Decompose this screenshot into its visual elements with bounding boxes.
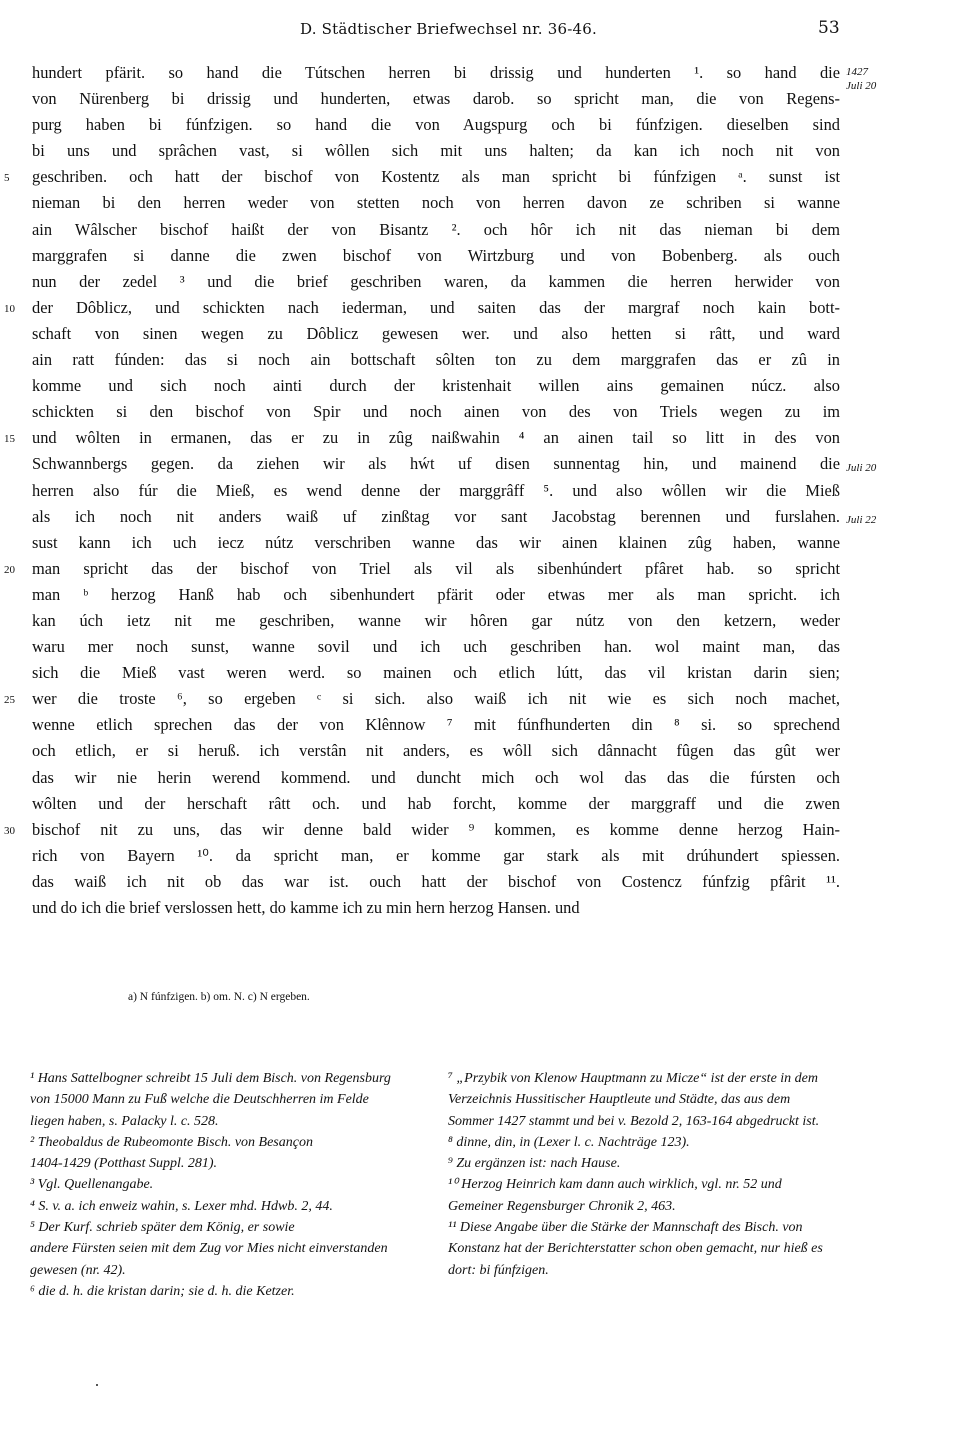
footnote-text: ⁴ S. v. a. ich enweiz wahin, s. Lexer mhd. Hdwb. 2, 44. <box>30 1198 333 1214</box>
footnote-text: ⁷ „Przybik von Klenow Hauptmann zu Micze“ ist der erste in dem Verzeichnis Hussitischer Hauptleute und Städte, das aus dem Sommer 1427 stammt und bei v. Bezold 2, 163-164 abgedruckt ist. <box>448 1071 820 1129</box>
text-line: man spricht das der bischof von Triel als vil als sibenhúndert pfâret hab. so spricht <box>32 558 840 578</box>
line-number: 10 <box>4 302 15 315</box>
page-number: 53 <box>818 18 840 38</box>
margin-year: 1427 <box>846 66 868 78</box>
footnote-text: ² Theobaldus de Rubeomonte Bisch. von Besançon <box>30 1134 313 1150</box>
text-line: wenne etlich sprechen das der von Klênnow ⁷ mit fúnfhunderten din ⁸ si. so sprechend <box>32 715 840 735</box>
footnote <box>4 1217 394 1238</box>
text-line: bi uns und sprâchen vast, si wôllen sich mit uns halten; da kan ich noch nit von <box>32 141 840 161</box>
line-number: 25 <box>4 694 15 707</box>
footnote-text: ³ Vgl. Quellenangabe. <box>30 1177 154 1193</box>
footnote-text: ⁶ die d. h. die kristan darin; sie d. h. die Ketzer. <box>30 1283 295 1299</box>
page-mark <box>96 1384 98 1386</box>
footnote <box>4 1174 394 1195</box>
footnote-text: ⁵ Der Kurf. schrieb später dem König, er sowie <box>30 1220 295 1236</box>
text-line: rich von Bayern ¹⁰. da spricht man, er komme gar stark als mit drúhundert spiessen. <box>32 845 840 865</box>
footnote-text: ¹¹ Diese Angabe über die Stärke der Mannschaft des Bisch. von Konstanz hat der Berichterstatter schon oben gemacht, nur hieß es dort: bi fúnfzigen. <box>448 1220 823 1278</box>
footnote <box>4 1281 394 1302</box>
text-line: sust kann ich uch iecz nútz verschriben wanne das wir ainen klainen zûg haben, wanne <box>32 532 840 552</box>
margin-date: Juli 22 <box>846 514 877 526</box>
line-number: 15 <box>4 433 15 446</box>
footnote-text: ¹⁰ Herzog Heinrich kam dann auch wirklich, vgl. nr. 52 und Gemeiner Regensburger Chronik 2, 463. <box>448 1177 782 1214</box>
text-line: das wir nie herin werend kommend. und duncht mich och wol das das die fúrsten och <box>32 767 840 787</box>
running-title: D. Städtischer Briefwechsel nr. 36-46. <box>300 20 597 38</box>
line-number: 5 <box>4 172 10 185</box>
line-number: 30 <box>4 824 15 837</box>
text-line: geschriben. och hatt der bischof von Kostentz als man spricht bi fúnfzigen ᵃ. sunst ist <box>32 167 840 187</box>
footnote <box>4 1153 394 1174</box>
text-line: das waiß ich nit ob das war ist. ouch hatt der bischof von Costencz fúnfzig pfârit ¹¹. <box>32 871 840 891</box>
text-line: hundert pfärit. so hand die Tútschen herren bi drissig und hunderten ¹. so hand die <box>32 63 840 82</box>
text-line: waru mer noch sunst, wanne sovil und ich uch geschriben han. wol maint man, das <box>32 637 840 657</box>
footnote <box>4 1068 394 1132</box>
variant-readings: a) N fúnfzigen. b) om. N. c) N ergeben. <box>128 991 310 1003</box>
text-line: och etlich, er si heruß. ich verstân nit anders, es wôll sich dânnacht fûgen das gût wer <box>32 741 840 761</box>
text-line: und wôlten in ermanen, das er zu in zûg naißwahin ⁴ an ainen tail so litt in des von <box>32 428 840 448</box>
text-line: herren also fúr die Mieß, es wend denne der marggrâff ⁵. und also wôllen wir die Mieß <box>32 480 840 500</box>
text-line: schickten si den bischof von Spir und noch ainen von des von Triels wegen zu im <box>32 402 840 422</box>
text-line: wôlten und der herschaft râtt och. und hab forcht, komme der marggraff und die zwen <box>32 793 840 813</box>
margin-date: Juli 20 <box>846 462 877 474</box>
text-line: ain Wâlscher bischof haißt der von Bisantz ². och hôr ich nit das nieman bi dem <box>32 219 840 239</box>
footnote-text: ¹ Hans Sattelbogner schreibt 15 Juli dem Bisch. von Regensburg von 15000 Mann zu Fuß welche die Deutschherren im Felde liegen haben, s. Palacky l. c. 528. <box>30 1071 391 1129</box>
text-line: bischof nit zu uns, das wir denne bald wider ⁹ kommen, es komme denne herzog Hain- <box>32 819 840 839</box>
text-line: der Dôblicz, und schickten nach iederman, und saiten das der margraf noch kain bott- <box>32 297 840 317</box>
footnote-text: 1404-1429 (Potthast Suppl. 281). <box>30 1156 218 1172</box>
text-line: sich die Mieß vast weren werd. so mainen och etlich lútt, das vil kristan darin sien; <box>32 663 840 683</box>
text-line: nun der zedel ³ und die brief geschriben waren, da kammen die herren herwider von <box>32 271 840 291</box>
text-line: als ich noch nit anders waiß uf zinßtag vor sant Jacobstag berennen und furslahen. <box>32 506 840 526</box>
text-line: ain ratt fúnden: das si noch ain bottschaft sôlten ton zu dem marggrafen das er zû in <box>32 350 840 370</box>
line-number: 20 <box>4 563 15 576</box>
footnotes-left-column <box>4 1068 394 1302</box>
main-text <box>32 60 840 921</box>
text-line: nieman bi den herren weder von stetten noch von herren davon ze schriben si wanne <box>32 193 840 213</box>
footnote-text: ⁸ dinne, din, in (Lexer l. c. Nachträge 123). <box>448 1134 690 1150</box>
footnote <box>4 1132 394 1153</box>
margin-date: Juli 20 <box>846 80 877 92</box>
text-line: und do ich die brief verslossen hett, do kamme ich zu min hern herzog Hansen. und <box>32 898 580 917</box>
text-line: man ᵇ herzog Hanß hab och sibenhundert pfärit oder etwas mer als man spricht. ich <box>32 584 840 604</box>
footnote-text: andere Fürsten seien mit dem Zug vor Mies nicht einverstanden gewesen (nr. 42). <box>30 1241 388 1278</box>
text-line: wer die troste ⁶, so ergeben ᶜ si sich. also waiß ich nit wie es sich noch machet, <box>32 689 840 709</box>
text-line: purg haben bi fúnfzigen. so hand die von Augspurg och bi fúnfzigen. dieselben sind <box>32 115 840 135</box>
text-line: von Nürenberg bi drissig und hunderten, etwas darob. so spricht man, die von Regens- <box>32 89 840 109</box>
footnotes-right-column <box>448 1068 838 1281</box>
text-line: schaft von sinen wegen zu Dôblicz gewesen wer. und also hetten si râtt, und ward <box>32 323 840 343</box>
footnote <box>4 1238 394 1281</box>
text-line: Schwannbergs gegen. da ziehen wir als hẃt uf disen sunnentag hin, und mainend die <box>32 454 840 474</box>
footnote <box>4 1196 394 1217</box>
text-line: komme und sich noch ainti durch der kristenhait willen ains gemainen núcz. also <box>32 376 840 396</box>
text-line: marggrafen si danne die zwen bischof von Wirtzburg und von Bobenberg. als ouch <box>32 245 840 265</box>
text-line: kan úch ietz nit me geschriben, wanne wir hôren gar nútz von den ketzern, weder <box>32 610 840 630</box>
footnote-text: ⁹ Zu ergänzen ist: nach Hause. <box>448 1156 621 1172</box>
